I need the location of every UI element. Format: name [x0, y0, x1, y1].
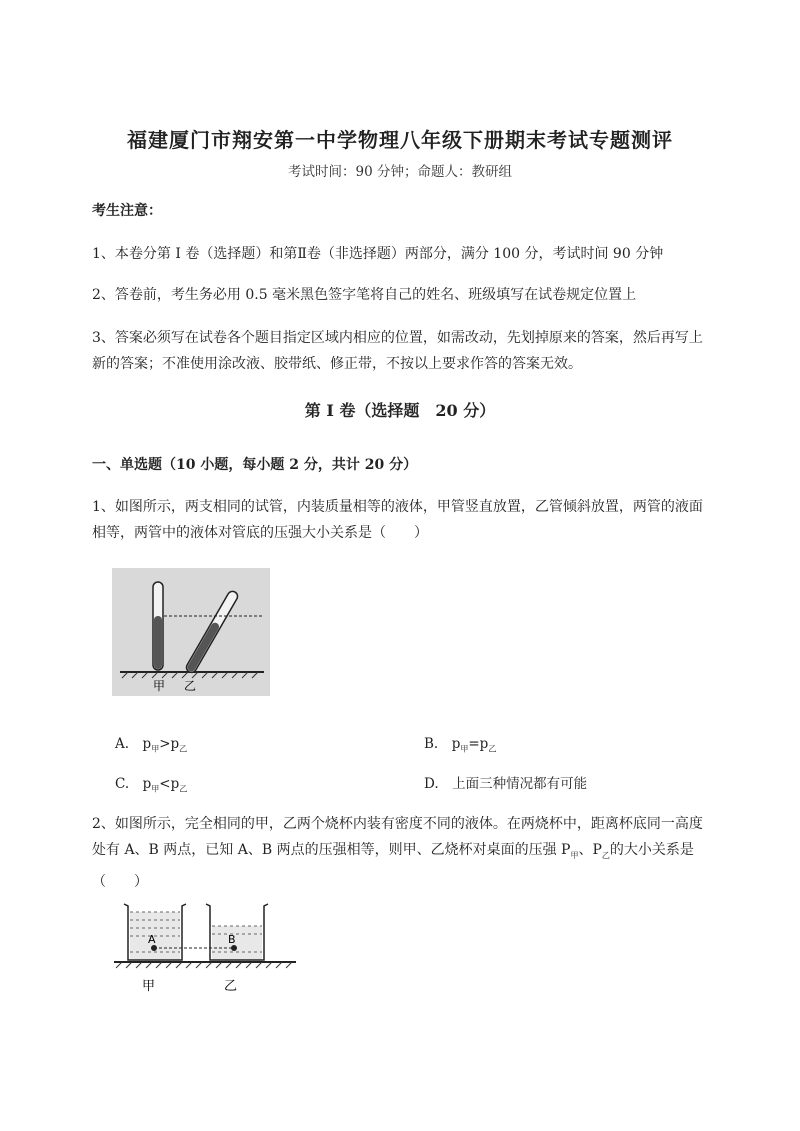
- notice-item-1: 1、本卷分第 I 卷（选择题）和第Ⅱ卷（非选择题）两部分，满分 100 分，考试时间 90 分钟: [92, 246, 664, 262]
- label-yi: 乙: [224, 979, 238, 994]
- option-a[interactable]: A. $p_甲>p_乙$: [115, 736, 188, 754]
- beaker-yi: [206, 904, 268, 960]
- notice-item-2: 2、答卷前，考生务必用 0.5 毫米黑色签字笔将自己的姓名、班级填写在试卷规定位置上: [92, 287, 637, 303]
- question-1-text: 1、如图所示，两支相同的试管，内装质量相等的液体，甲管竖直放置，乙管倾斜放置，两管的液面相等，两管中的液体对管底的压强大小关系是（ ）: [92, 499, 703, 541]
- option-d[interactable]: D. 上面三种情况都有可能: [424, 776, 588, 792]
- beaker-jia: [124, 904, 186, 960]
- option-c[interactable]: C. $p_甲<p_乙$: [115, 776, 188, 794]
- notice-item-3: 3、答案必须写在试卷各个题目指定区域内相应的位置，如需改动，先划掉原来的答案，然后再写上新的答案；不准使用涂改液、胶带纸、修正带，不按以上要求作答的答案无效。: [92, 330, 703, 372]
- beakers-figure: [110, 896, 302, 996]
- option-b[interactable]: B. $p_甲=p_乙$: [424, 736, 497, 754]
- label-jia: 甲: [142, 979, 156, 994]
- section-title: 第 I 卷（选择题 20 分）: [304, 401, 496, 420]
- vertical-tube-liquid: [154, 616, 162, 669]
- exam-info: 考试时间：90 分钟；命题人：教研组: [288, 164, 512, 180]
- label-jia: 甲: [153, 679, 166, 693]
- beaker-yi-liquid: [212, 926, 262, 960]
- test-tubes-figure: [112, 568, 270, 696]
- label-yi: 乙: [184, 679, 197, 693]
- notice-heading: 考生注意：: [92, 203, 162, 219]
- part-heading: 一、单选题（10 小题，每小题 2 分，共计 20 分）: [92, 457, 418, 473]
- point-a-label: A: [148, 933, 156, 946]
- question-2-text: 2、如图所示，完全相同的甲，乙两个烧杯内装有密度不同的液体。在两烧杯中，距离杯底同一高度处有 A、B 两点，已知 A、B 两点的压强相等，则甲、乙烧杯对桌面的压强 $P_甲$、$P_乙$的大小关系是（ ）: [92, 816, 703, 890]
- figure-background: [112, 568, 270, 696]
- point-b-label: B: [228, 933, 236, 946]
- page-title: 福建厦门市翔安第一中学物理八年级下册期末考试专题测评: [127, 128, 673, 152]
